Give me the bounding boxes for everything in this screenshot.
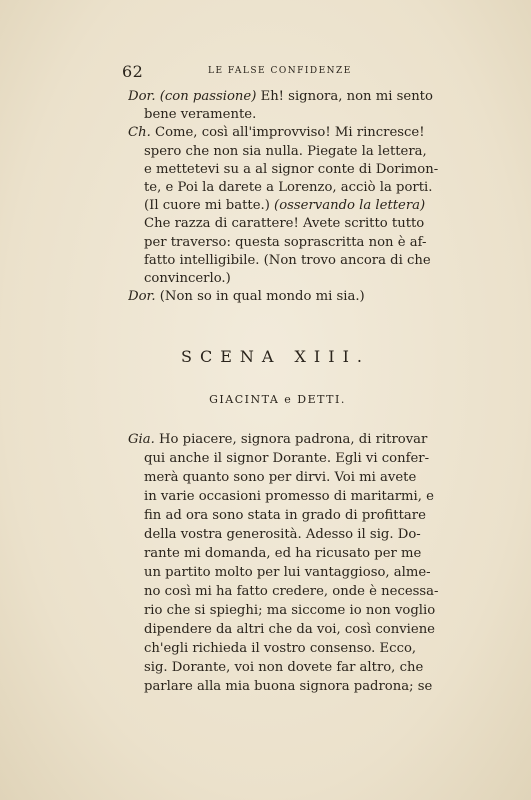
text-line <box>128 563 468 582</box>
line-text: spero che non sia nulla. Piegate la lettera, <box>144 143 427 159</box>
line-text: della vostra generosità. Adesso il sig. Do- <box>144 527 421 542</box>
text-line <box>128 252 468 270</box>
stage-direction: (con passione) <box>159 89 257 104</box>
speaker-name: Ch. <box>128 125 151 141</box>
line-text: merà quanto sono per dirvi. Voi mi avete <box>144 470 417 485</box>
text-line <box>128 161 468 179</box>
line-text: e mettetevi su a al signor conte di Dorimon- <box>144 161 439 177</box>
speaker-name: Gia. <box>128 432 155 447</box>
text-line <box>128 215 468 233</box>
text-line <box>128 106 468 124</box>
text-line <box>128 487 468 506</box>
line-text: un partito molto per lui vantaggioso, alme- <box>144 565 431 580</box>
text-line <box>128 449 468 468</box>
line-text: Come, così all'improvviso! Mi rincresce! <box>150 125 425 141</box>
text-line <box>128 506 468 525</box>
line-text: parlare alla mia buona signora padrona; se <box>144 679 433 694</box>
text-line <box>128 601 468 620</box>
scene-title: SCENA XIII. <box>181 347 370 366</box>
line-text: no così mi ha fatto credere, onde è necessa- <box>144 584 439 599</box>
line-text: in varie occasioni promesso di maritarmi, e <box>144 489 434 504</box>
line-text: dipendere da altri che da voi, così conviene <box>144 622 435 637</box>
text-line <box>128 197 468 215</box>
text-line <box>128 658 468 677</box>
line-text: fin ad ora sono stata in grado di profittare <box>144 508 426 523</box>
text-line <box>128 143 468 161</box>
line-text: Ho piacere, signora padrona, di ritrovar <box>154 432 428 447</box>
line-text: bene veramente. <box>144 107 257 123</box>
text-line <box>128 582 468 601</box>
line-text: rio che si spieghi; ma siccome io non voglio <box>144 603 436 618</box>
dialogue-block-2 <box>128 430 468 696</box>
page-number: 62 <box>122 62 144 81</box>
line-text: te, e Poi la darete a Lorenzo, acciò la porti. <box>144 180 433 196</box>
speaker-name: Dor. <box>128 89 156 104</box>
text-line <box>128 179 468 197</box>
scene-characters: GIACINTA e DETTI. <box>209 393 346 406</box>
line-text: Che razza di carattere! Avete scritto tutto <box>144 216 425 232</box>
line-text: fatto intelligibile. (Non trovo ancora di che <box>144 252 431 268</box>
text-line <box>128 430 468 449</box>
text-line <box>128 288 468 306</box>
speaker-name: Dor. <box>128 289 156 305</box>
text-line <box>128 620 468 639</box>
dialogue-block-1 <box>128 88 468 306</box>
text-line <box>128 234 468 252</box>
stage-direction: (osservando la lettera) <box>274 198 426 214</box>
line-text: (Il cuore mi batte.) <box>144 198 275 214</box>
line-text: sig. Dorante, voi non dovete far altro, che <box>144 660 424 675</box>
line-text: Eh! signora, non mi sento <box>256 89 433 104</box>
line-text: per traverso: questa soprascritta non è af- <box>144 234 427 250</box>
text-line <box>128 544 468 563</box>
running-title: LE FALSE CONFIDENZE <box>208 66 352 76</box>
text-line <box>128 677 468 696</box>
line-text: ch'egli richieda il vostro consenso. Ecco, <box>144 641 417 656</box>
text-line <box>128 525 468 544</box>
line-text: rante mi domanda, ed ha ricusato per me <box>144 546 422 561</box>
text-line <box>128 270 468 288</box>
line-text: qui anche il signor Dorante. Egli vi confer- <box>144 451 430 466</box>
text-line <box>128 88 468 106</box>
line-text: convincerlo.) <box>144 271 231 287</box>
text-line <box>128 639 468 658</box>
text-line <box>128 468 468 487</box>
line-text: (Non so in qual mondo mi sia.) <box>155 289 365 305</box>
text-line <box>128 124 468 142</box>
